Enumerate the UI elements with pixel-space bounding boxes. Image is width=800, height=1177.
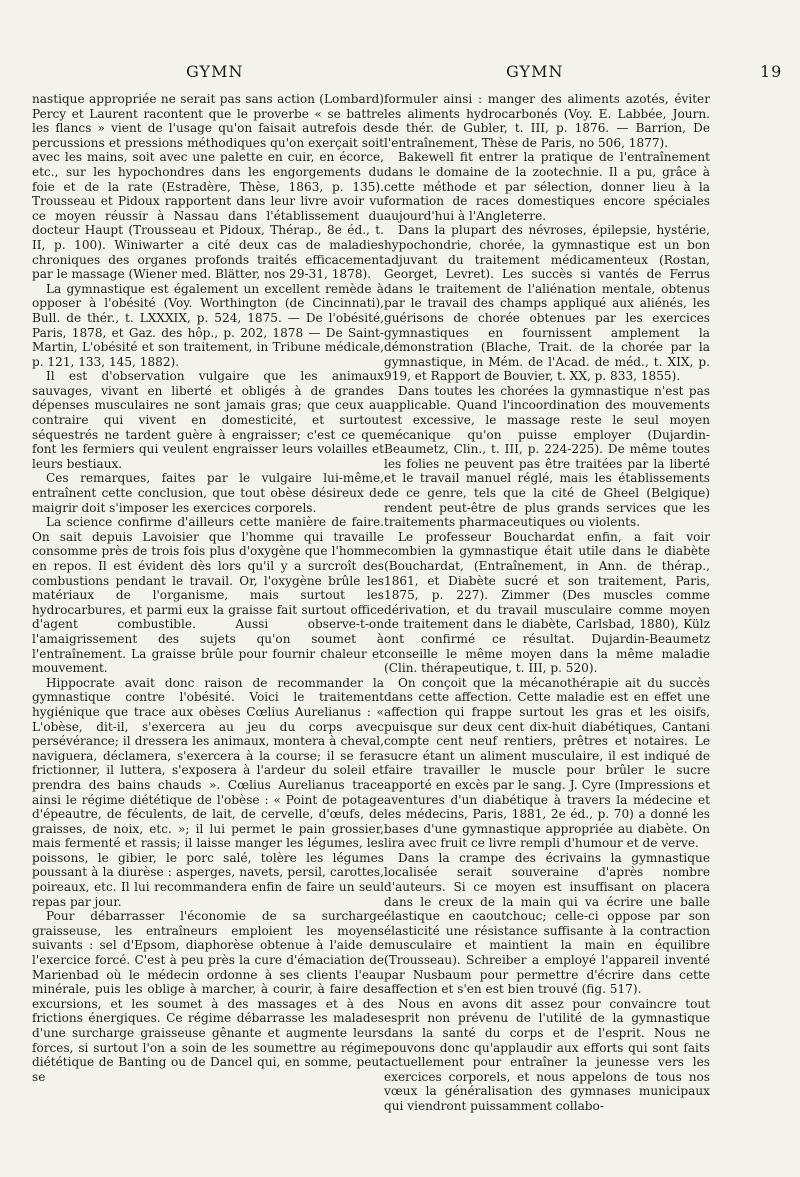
running-head-left: GYMN <box>186 62 244 81</box>
paragraph: La gymnastique est également un excellent remède à opposer à l'obésité (Voy. Worthington (de Cincinnati), Bull. de thér., t. LXXXIX, p. 524, 1875. — De l'obésité, Paris, 1878, et Gaz. des hôp., p. 202, 1878 — De Saint-Martin, L'obésité et son traitement, in Tribune médicale, p. 121, 133, 145, 1882). <box>32 281 384 369</box>
paragraph: On conçoit que la mécanothérapie ait du succès dans cette affection. Cette maladie est en effet une affection qui frappe surtout les gras et les oisifs, puisque sur deux cent dix-huit diabétiques, Cantani compte cent neuf rentiers, prêtres et notaires. Le sucre étant un aliment musculaire, il est indiqué de faire travailler le muscle pour brûler le sucre apporté en excès par le sang. J. Cyre (Impressions et aventures d'un diabétique à travers la médecine et les médecins, Paris, 1881, 2e éd., p. 70) a donné les bases d'une gymnastique appropriée au diabète. On lira avec fruit ce livre rempli d'humour et de verve. <box>384 675 710 851</box>
paragraph: La science confirme d'ailleurs cette manière de faire. On sait depuis Lavoisier que l'homme qui travaille consomme près de trois fois plus d'oxygène que l'homme en repos. Il est évident dès lors qu'il y a surcroît des combustions pendant le travail. Or, l'oxygène brûle les matériaux de l'organisme, mais surtout les hydrocarbures, et parmi eux la graisse fait surtout office d'agent combustible. Aussi observe-t-on l'amaigrissement des sujets qu'on soumet à l'entraînement. La graisse brûle pour fournir chaleur et mouvement. <box>32 515 384 676</box>
paragraph: Pour débarrasser l'économie de sa surcharge graisseuse, les entraîneurs emploient les moyens suivants : sel d'Epsom, diaphorèse obtenue à l'aide de l'exercice forcé. C'est à peu près la cure d'émaciation de Marienbad où le médecin ordonne à ses clients l'eau minérale, puis les oblige à marcher, à courir, à faire des excursions, et les soumet à des massages et à des frictions énergiques. Ce régime débarrasse les malades d'une surcharge graisseuse gênante et augmente leurs forces, si surtout l'on a soin de les soumettre au régime diététique de Banting ou de Dancel qui, en somme, peut se <box>32 909 384 1084</box>
paragraph: nastique appropriée ne serait pas sans action (Lombard) Percy et Laurent racontent que le proverbe « se battre les flancs » vient de l'usage qu'on faisait autrefois des percussions et pressions méthodiques qu'on exerçait soit avec les mains, soit avec une palette en cuir, en écorce, etc., sur les hypochondres dans les engorgements du foie et de la rate (Estradère, Thèse, 1863, p. 135). Trousseau et Pidoux rapportent dans leur livre avoir vu ce moyen réussir à Nassau dans l'établissement du docteur Haupt (Trousseau et Pidoux, Thérap., 8e éd., t. II, p. 100). Winiwarter a cité deux cas de maladies chroniques des organes profonds traités efficacement par le massage (Wiener med. Blätter, nos 29-31, 1878). <box>32 92 384 282</box>
paragraph: Dans toutes les chorées la gymnastique n'est pas applicable. Quand l'incoordination des mouvements est excessive, le massage reste le seul moyen mécanique qu'on puisse employer (Dujardin-Beaumetz, Clin., t. III, p. 224-225). De même toutes les folies ne peuvent pas être traitées par la liberté et le travail manuel réglé, mais les établissements de ce genre, tels que la cité de Gheel (Belgique) rendent peut-être de plus grands services que les traitements pharmaceutiques ou violents. <box>384 383 710 530</box>
paragraph: Il est d'observation vulgaire que les animaux sauvages, vivant en liberté et obligés à de grandes dépenses musculaires ne sont jamais gras; que ceux au contraire qui vivent en domesticité, et surtout séquestrés ne tardent guère à engraisser; c'est ce que font les fermiers qui veulent engraisser leurs volailles et leurs bestiaux. <box>32 369 384 471</box>
right-column <box>384 92 710 1172</box>
running-head-right: GYMN <box>506 62 564 81</box>
paragraph: Bakewell fit entrer la pratique de l'entraînement dans le domaine de la zootechnie. Il a pu, grâce à cette méthode et par sélection, donner lieu à la formation de races domestiques encore spéciales aujourd'hui à l'Angleterre. <box>384 150 710 223</box>
paragraph: Dans la plupart des névroses, épilepsie, hystérie, hypochondrie, chorée, la gymnastique est un bon adjuvant du traitement médicamenteux (Rostan, Georget, Levret). Les succès si vantés de Ferrus dans le traitement de l'aliénation mentale, obtenus par le travail des champs appliqué aux aliénés, les guérisons de chorée obtenues par les exercices gymnastiques en fournissent amplement la démonstration (Blache, Trait. de la chorée par la gymnastique, in Mém. de l'Acad. de méd., t. XIX, p. 919, et Rapport de Bouvier, t. XX, p. 833, 1855). <box>384 223 710 384</box>
paragraph: Dans la crampe des écrivains la gymnastique localisée serait souveraine d'après nombre d'auteurs. Si ce moyen est insuffisant on placera dans le creux de la main qui va écrire une balle élastique en caoutchouc; celle-ci oppose par son élasticité une résistance suffisante à la contraction musculaire et maintient la main en équilibre (Trousseau). Schreiber a employé l'appareil inventé par Nusbaum pour permettre d'écrire dans cette affection et s'en est bien trouvé (fig. 517). <box>384 850 710 997</box>
paragraph: Nous en avons dit assez pour convaincre tout esprit non prévenu de l'utilité de la gymnastique dans la santé du corps et de l'esprit. Nous ne pouvons donc qu'applaudir aux efforts qui sont faits actuellement pour entraîner la jeunesse vers les exercices corporels, et nous appelons de tous nos vœux la généralisation des gymnases municipaux qui viendront puissamment collabo- <box>384 996 710 1113</box>
paragraph: formuler ainsi : manger des aliments azotés, éviter les aliments hydrocarbonés (Voy. E. Labbée, Journ. de thér. de Gubler, t. III, p. 1876. — Barrion, De l'entraînement, Thèse de Paris, no 506, 1877). <box>384 92 710 150</box>
paragraph: Hippocrate avait donc raison de recommander la gymnastique contre l'obésité. Voici le traitement hygiénique que trace aux obèses Cœlius Aurelianus : « L'obèse, dit-il, s'exercera au jeu du corps avec persévérance; il dressera les animaux, montera à cheval, naviguera, déclamera, s'exercera à la course; il se fera frictionner, il luttera, s'exposera à l'ardeur du soleil et prendra des bains chauds ». Cœlius Aurelianus trace ainsi le régime diététique de l'obèse : « Point de potage d'épeautre, de féculents, de lait, de cervelle, d'œufs, de graisses, de noix, etc. »; il lui permet le pain grossier, mais fermenté et rassis; il laisse manger les légumes, les poissons, le gibier, le porc salé, tolère les légumes poussant à la diurèse : asperges, navets, persil, carottes, poireaux, etc. Il lui recommandera enfin de faire un seul repas par jour. <box>32 675 384 909</box>
left-column <box>32 92 384 1172</box>
paragraph: Le professeur Bouchardat enfin, a fait voir combien la gymnastique était utile dans le diabète (Bouchardat, (Entraînement, in Ann. de thérap., 1861, et Diabète sucré et son traitement, Paris, 1875, p. 227). Zimmer (Des muscles comme dérivation, et du travail musculaire comme moyen de traitement dans le diabète, Carlsbad, 1880), Külz ont confirmé ce résultat. Dujardin-Beaumetz conseille le même moyen dans la même maladie (Clin. thérapeutique, t. III, p. 520). <box>384 529 710 676</box>
paragraph: Ces remarques, faites par le vulgaire lui-même, entraînent cette conclusion, que tout obèse désireux de maigrir doit s'imposer les exercices corporels. <box>32 471 384 515</box>
page-number: 19 <box>760 62 783 81</box>
